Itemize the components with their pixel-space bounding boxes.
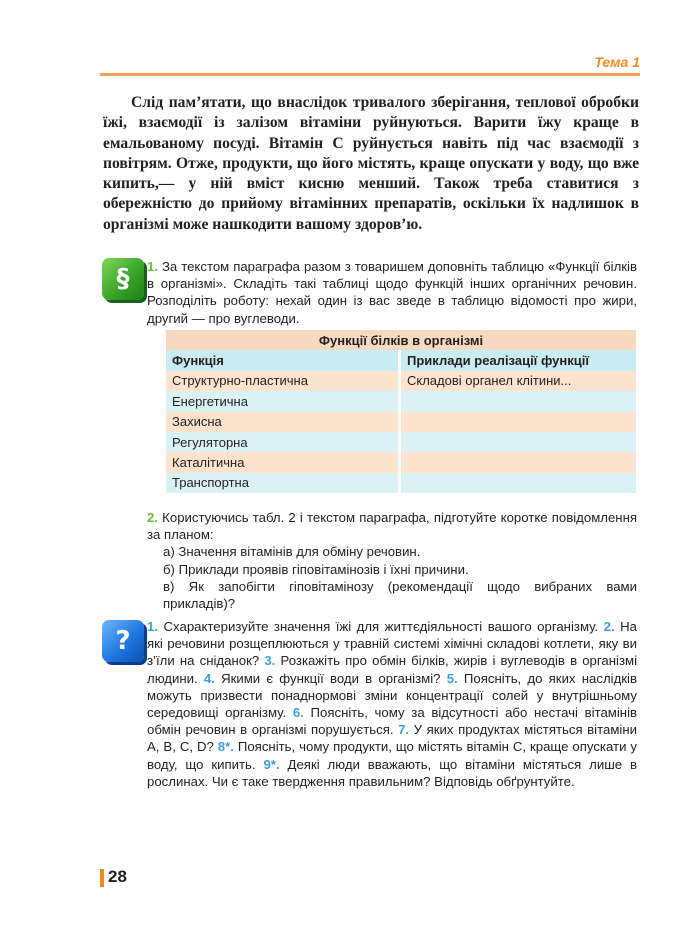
- task-2-item: б) Приклади проявів гіповітамінозів і їхні причини.: [163, 561, 469, 577]
- topic-label: Тема 1: [594, 54, 640, 70]
- task-1-number: 1.: [147, 259, 158, 274]
- table-row: Захисна: [166, 412, 636, 432]
- task-2-item: в) Як запобігти гіповітамінозу (рекомендації щодо вибраних вами прикладів)?: [163, 578, 637, 612]
- table-row: Структурно-пластична Складові органел клітини...: [166, 371, 636, 391]
- section-icon: §: [102, 258, 144, 300]
- task-2-item: а) Значення вітамінів для обміну речовин.: [163, 544, 421, 560]
- review-questions: 1. Схарактеризуйте значення їжі для життєдіяльності вашого організму. 2. На які речовини розщеплюються у травній системі хімічні складові котлети, яку ви з’їли на сніданок? 3. Розкажіть про обмін білків, жирів і вуглеводів в організмі людини. 4. Якими є функції води в організмі? 5. Поясніть, до яких наслідків можуть призвести понаднормові зміни концентрації солей у внутрішньому середовищі організму. 6. Поясніть, чому за відсутності або нестачі вітамінів обмін речовин в організмі порушується. 7. У яких продуктах містяться вітаміни А, В, С, D? 8*. Поясніть, чому продукти, що містять вітамін С, краще опускати у воду, що кипить. 9*. Деякі люди вважають, що вітаміни містяться лише в рослинах. Чи є таке твердження правильним? Відповідь обґрунтуйте.: [147, 619, 638, 789]
- table-row: Транспортна: [166, 473, 636, 493]
- question-icon: ?: [102, 620, 144, 662]
- table-row: Енергетична: [166, 391, 636, 411]
- table-title: Функції білків в організмі: [166, 330, 636, 350]
- intro-paragraph: [103, 93, 639, 235]
- page-number-marker: [100, 869, 104, 887]
- task-1: [147, 258, 637, 327]
- task-2: [147, 509, 637, 612]
- functions-table: [166, 330, 636, 493]
- header-divider: [100, 73, 640, 76]
- task-2-text: Користуючись табл. 2 і текстом параграфа, підготуйте коротке повідомлення за планом:: [147, 510, 638, 543]
- table-row: Регуляторна: [166, 432, 636, 452]
- table-row: Каталітична: [166, 452, 636, 472]
- page-number: 28: [108, 867, 127, 886]
- table-header-function: Функція: [166, 350, 400, 370]
- task-1-text: За текстом параграфа разом з товаришем доповніть таблицю «Функції білків в організмі». Складіть такі таблиці щодо функцій інших органічних речовин. Розподіліть роботу: нехай один із вас зведе в таблицю відомості про жири, другий — про вуглеводи.: [147, 259, 637, 326]
- task-2-number: 2.: [147, 510, 158, 525]
- intro-text: Слід пам’ятати, що внаслідок тривалого зберігання, теплової обробки їжі, взаємодії із залізом вітаміни руйнуються. Варити їжу краще в емальованому посуді. Вітамін С руйнується навіть під час взаємодії з повітрям. Отже, продукти, що його містять, краще опускати у воду, що вже кипить,— у ній вміст кисню менший. Також треба ставитися з обережністю до прийому вітамінних препаратів, оскільки їх надлишок в організмі може нашкодити вашому здоров’ю.: [103, 94, 639, 233]
- table-header-examples: Приклади реалізації функції: [400, 350, 637, 370]
